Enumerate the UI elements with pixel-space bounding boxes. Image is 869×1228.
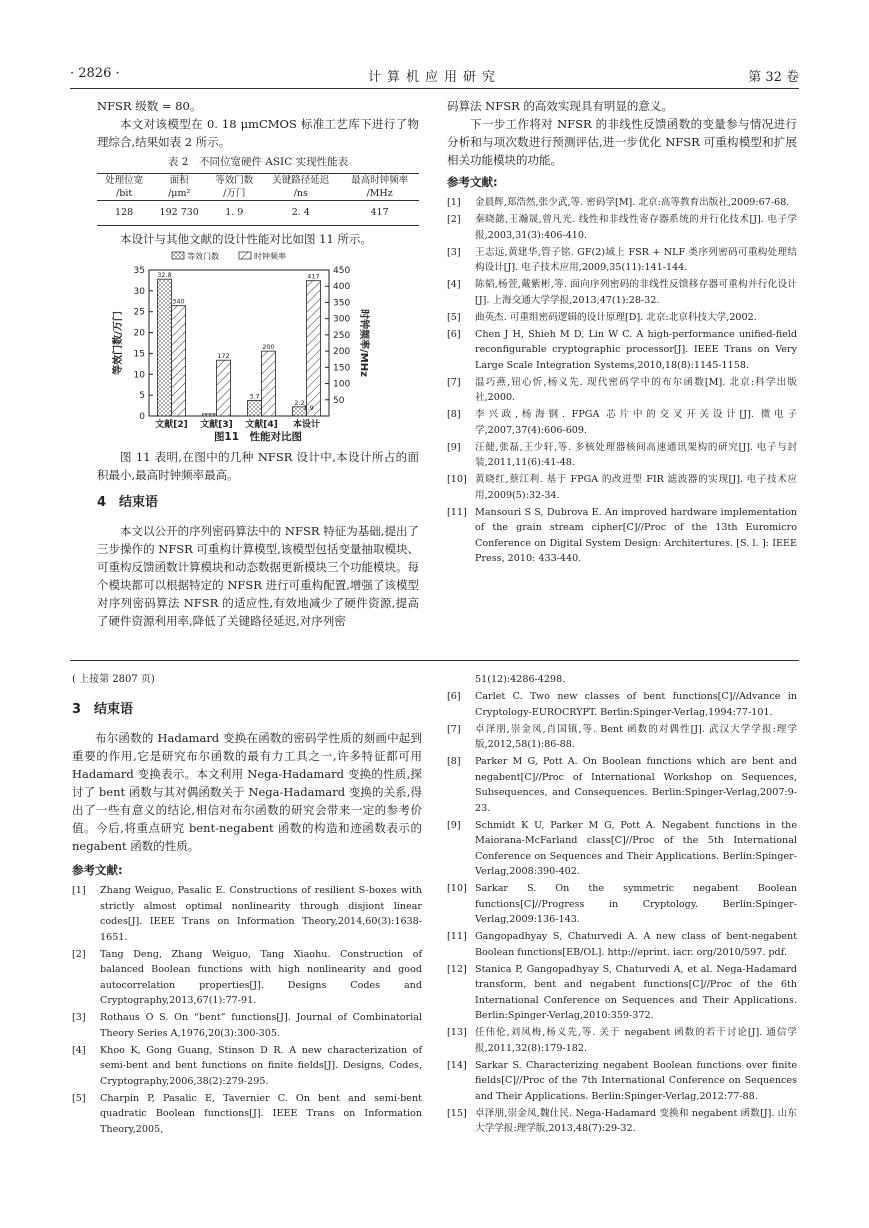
reference-list — [72, 883, 422, 1137]
reference-item — [72, 1043, 422, 1090]
reference-item — [447, 929, 797, 960]
reference-text: Zhang Weiguo, Pasalic E. Constructions of resilient S-boxes with strictly almost optimal nonlinearity through disjiont linear codes[J]. IEEE Trans on Information Theory,2014,60(3):1638-1651. — [100, 885, 422, 943]
left-tick-label: 35 — [133, 266, 145, 276]
right-tick-label: 100 — [333, 379, 351, 390]
reference-item — [72, 947, 422, 1009]
references-heading: 参考文献: — [447, 175, 498, 189]
reference-number: [8] — [447, 756, 461, 767]
bar-value-label: 340 — [172, 297, 185, 306]
reference-text: Khoo K, Gong Guang, Stinson D R. A new characterization of semi-bent and bent functions on finite fields[J]. Designs, Codes, Cryptography,2006,38(2):279-295. — [100, 1044, 422, 1087]
reference-list — [447, 672, 797, 1137]
table-header: 等效门数 /万门 — [215, 175, 254, 199]
section-heading: 4 结束语 — [97, 495, 159, 510]
right-tick-label: 200 — [333, 347, 351, 358]
table-cell: 2. 4 — [291, 207, 310, 218]
reference-number: [4] — [72, 1044, 86, 1056]
bar-frequency — [172, 306, 186, 416]
paragraph: 布尔函数的 Hadamard 变换在函数的密码学性质的刻画中起到重要的作用,它是研究布尔函数的最有力工具之一,许多特征都可用 Hadamard 变换表示。本文利用 Nega-Hadamard 变换的性质,探讨了 bent 函数与其对偶函数关于 Nega-Hadamard 变换的关系,得出了一些有意义的结论,相信对布尔函数的研究会带来一定的参考价值。今后,将重点研究 bent-negabent 函数的构造和迹函数表示的 negabent 函数的性质。 — [72, 731, 422, 853]
legend-swatch — [172, 252, 184, 259]
reference-number: [2] — [72, 948, 86, 960]
reference-text: Tang Deng, Zhang Weiguo, Tang Xiaohu. Construction of balanced Boolean functions with high nonlinearity and good autocorrelation properties[J]. Designs Codes and Cryptography,2013,67(1):77-91. — [100, 948, 422, 1006]
volume-label: 第 32 卷 — [748, 70, 799, 85]
reference-item — [447, 818, 797, 880]
reference-number: [11] — [447, 931, 467, 942]
reference-list — [447, 195, 797, 567]
reference-text: 金晨辉,郑浩然,张少武,等. 密码学[M]. 北京:高等教育出版社,2009:67-68. — [475, 197, 790, 208]
table-row — [97, 201, 419, 226]
reference-text: 黄晓红,蔡江利. 基于 FPGA 的改进型 FIR 滤波器的实现[J]. 电子技术应用,2009(5):32-34. — [475, 474, 797, 501]
reference-item — [447, 505, 797, 567]
paragraph: 码算法 NFSR 的高效实现具有明显的意义。 — [447, 99, 673, 113]
reference-text: Sarkar S. On the symmetric negabent Boolean functions[C]//Progress in Cryptology. Berlin:Spinger-Verlag,2009:136-143. — [475, 883, 797, 925]
bar-value-label: 1.9 — [303, 403, 314, 412]
left-tick-label: 0 — [139, 412, 145, 422]
right-tick-label: 50 — [333, 395, 345, 406]
reference-item — [447, 754, 797, 816]
left-axis-label: 等效门数/万门 — [113, 311, 124, 375]
reference-text: Schmidt K U, Parker M G, Pott A. Negabent functions in the Maiorana-McFarland class[C]//Proc of the 5th International Conference on Sequences and Their Applications. Berlin:Spinger-Verlag,2008:390-402. — [475, 819, 797, 877]
bar-value-label: 2.2 — [294, 398, 305, 407]
left-tick-label: 30 — [133, 286, 145, 297]
figure-caption: 图11 性能对比图 — [213, 431, 303, 443]
reference-item — [447, 407, 797, 438]
bar-frequency — [217, 360, 231, 416]
reference-text: Gangopadhyay S, Chaturvedi A. A new class of bent-negabent Boolean functions[EB/OL]. http://eprint. iacr. org/2010/597. pdf. — [475, 931, 797, 958]
reference-text: 李兴政,杨海钢. FPGA 芯片中的交叉开关设计[J]. 微电子学,2007,37(4):606-609. — [475, 409, 797, 436]
reference-item — [447, 1058, 797, 1105]
reference-number: [6] — [447, 328, 461, 340]
reference-item — [447, 472, 797, 503]
table-cell: 1. 9 — [225, 207, 244, 218]
reference-item — [447, 195, 797, 211]
legend-swatch — [239, 252, 251, 259]
reference-number: [8] — [447, 409, 461, 420]
reference-item — [447, 327, 797, 374]
reference-text: Mansouri S S, Dubrova E. An improved hardware implementation of the grain stream cipher[C]//Proc of the 13th Euromicro Conference on Digital System Design: Architertures. [S. l. ]: IEEE Press, 2010: 433-440. — [475, 506, 797, 564]
reference-text: 卓泽朋,崇金凤,魏仕民. Nega-Hadamard 变换和 negabent 函数[J]. 山东大学学报:理学版,2013,48(7):29-32. — [475, 1107, 797, 1134]
bar-gates — [158, 279, 172, 416]
running-header — [70, 66, 799, 86]
bar-value-label: 32.8 — [157, 271, 172, 280]
category-label: 文献[4] — [245, 420, 278, 428]
table-header: 最高时钟频率 /MHz — [351, 175, 409, 199]
reference-item — [72, 1091, 422, 1138]
reference-item — [447, 689, 797, 720]
header-rule — [70, 88, 799, 89]
reference-text: 王志远,黄建华,管子铭. GF(2)域上 FSR + NLF 类序列密码可重构处理结构设计[J]. 电子技术应用,2009,35(11):141-144. — [475, 246, 797, 273]
reference-text: 汪健,张磊,王少轩,等. 多核处理器核间高速通讯架构的研究[J]. 电子与封装,2011,11(6):41-48. — [475, 441, 797, 468]
reference-text: Stanica P, Gangopadhyay S, Chaturvedi A, et al. Nega-Hadamard transform, bent and negabent functions[C]//Proc of the 6th International Conference on Sequences and Their Applications. Berlin:Spinger-Verlag,2010:359-372. — [475, 963, 797, 1021]
left-tick-label: 25 — [133, 307, 145, 318]
reference-number: [3] — [72, 1012, 86, 1023]
reference-number: [2] — [447, 214, 461, 225]
reference-text: 曲英杰. 可重组密码逻辑的设计原理[D]. 北京:北京科技大学,2002. — [475, 311, 757, 323]
reference-item — [447, 881, 797, 928]
reference-number: [11] — [447, 506, 467, 518]
reference-number: [4] — [447, 279, 461, 290]
reference-item — [447, 277, 797, 308]
table-cell: 192 730 — [159, 207, 199, 218]
paragraph: 本文对该模型在 0. 18 μmCMOS 标准工艺库下进行了物理综合,结果如表 2 所示。 — [97, 117, 419, 149]
reference-text: Chen J H, Shieh M D, Lin W C. A high-performance unified-field reconfigurable cryptographic processor[J]. IEEE Trans on Very Large Scale Integration Systems,2010,18(8):1145-1158. — [475, 328, 797, 371]
left-tick-label: 20 — [133, 328, 145, 339]
performance-table — [97, 173, 419, 226]
page-number: · 2826 · — [70, 66, 120, 81]
bar-value-label: 417 — [307, 272, 320, 281]
right-tick-label: 250 — [333, 330, 351, 341]
reference-item — [72, 1010, 422, 1041]
reference-text: Carlet C. Two new classes of bent functions[C]//Advance in Cryptology-EUROCRYPT. Berlin:Spinger-Verlag,1994:77-101. — [475, 691, 797, 718]
upper-left-column — [97, 97, 419, 630]
reference-number: [13] — [447, 1027, 467, 1038]
reference-text: 任伟伦,刘凤梅,杨义先,等. 关于 negabent 函数的若干讨论[J]. 通信学报,2011,32(8):179-182. — [475, 1027, 797, 1054]
reference-number: [1] — [447, 197, 461, 208]
paragraph: NFSR 级数 = 80。 — [97, 99, 202, 113]
continuation-note: ( 上接第 2807 页) — [72, 674, 155, 685]
reference-number: [9] — [447, 819, 461, 831]
right-tick-label: 400 — [333, 282, 351, 293]
reference-number: [7] — [447, 376, 461, 388]
bar-frequency — [262, 351, 276, 416]
reference-number: [5] — [447, 311, 461, 323]
left-tick-label: 10 — [133, 370, 145, 381]
right-tick-label: 450 — [333, 266, 351, 276]
left-tick-label: 15 — [133, 349, 145, 360]
reference-number: [1] — [72, 885, 86, 896]
bar-value-label: 172 — [217, 352, 230, 361]
reference-item — [447, 962, 797, 1024]
table-cell: 128 — [115, 207, 134, 218]
lower-left-column — [72, 672, 422, 1139]
left-tick-label: 5 — [139, 391, 145, 402]
right-axis-label: 时钟频率/MHz — [358, 309, 369, 377]
reference-number: [10] — [447, 474, 467, 485]
reference-item — [447, 672, 797, 688]
reference-number — [447, 672, 475, 688]
article-divider — [70, 660, 799, 661]
paragraph: 本文以公开的序列密码算法中的 NFSR 特征为基础,提出了三步操作的 NFSR 可重构计算模型,该模型包括变量抽取模块、可重构反馈函数计算模块和动态数据更新模块三个功能模块。每个模块都可以根据特定的 NFSR 进行可重构配置,增强了该模型对序列密码算法 NFSR 的适应性,有效地减少了硬件资源,提高了硬件资源利用率,降低了关键路径延迟,对序列密 — [97, 524, 419, 628]
reference-item — [72, 883, 422, 945]
table-header: 处理位宽 /bit — [105, 175, 144, 199]
reference-item — [447, 1106, 797, 1137]
reference-item — [447, 722, 797, 753]
performance-chart — [97, 250, 419, 428]
reference-number: [7] — [447, 723, 461, 735]
reference-text: 陈韬,杨萱,戴紫彬,等. 面向序列密码的非线性反馈移存器可重构并行化设计[J]. 上海交通大学学报,2013,47(1):28-32. — [475, 279, 797, 306]
bar-gates — [248, 401, 262, 416]
journal-title: 计算机应用研究 — [367, 70, 501, 85]
right-tick-label: 300 — [333, 314, 351, 325]
paragraph: 图 11 表明,在图中的几种 NFSR 设计中,本设计所占的面积最小,最高时钟频率最高。 — [97, 450, 419, 482]
reference-item — [447, 310, 797, 326]
category-label: 文献[3] — [200, 420, 233, 428]
reference-number: [12] — [447, 963, 467, 975]
legend-label: 等效门数 — [187, 252, 219, 261]
right-tick-label: 150 — [333, 363, 351, 374]
references-heading: 参考文献: — [72, 863, 123, 877]
table-cell: 417 — [370, 207, 389, 218]
legend-label: 时钟频率 — [254, 252, 286, 261]
upper-right-column — [447, 97, 797, 568]
reference-number: [9] — [447, 441, 461, 453]
reference-text: Charpin P, Pasalic E, Tavernier C. On bent and semi-bent quadratic Boolean functions[J]. IEEE Trans on Information Theory,2005, — [100, 1092, 422, 1135]
reference-number: [3] — [447, 246, 461, 258]
table-caption: 表 2 不同位宽硬件 ASIC 实现性能表 — [167, 156, 349, 168]
reference-number: [14] — [447, 1059, 467, 1071]
reference-number: [15] — [447, 1107, 467, 1119]
bar-value-label: 3.7 — [249, 392, 260, 401]
reference-item — [447, 245, 797, 276]
reference-number: [6] — [447, 691, 461, 702]
reference-text: 温巧燕,钮心忻,杨义先. 现代密码学中的布尔函数[M]. 北京:科学出版社,2000. — [475, 376, 797, 403]
reference-text: Sarkar S. Characterizing negabent Boolean functions over finite fields[C]//Proc of the 7th International Conference on Sequences and Their Applications. Berlin:Spinger-Verlag,2012:77-88. — [475, 1059, 797, 1102]
reference-text: Rothaus O S. On “bent” functions[J]. Journal of Combinatorial Theory Series A,1976,20(3):300-305. — [100, 1012, 422, 1039]
section-heading: 3 结束语 — [72, 702, 134, 717]
paragraph: 本设计与其他文献的设计性能对比如图 11 所示。 — [120, 232, 372, 246]
reference-text: 卓泽朋,崇金凤,肖国镇,等. Bent 函数的对偶性[J]. 武汉大学学报:理学版,2012,58(1):86-88. — [475, 723, 797, 750]
paragraph: 下一步工作将对 NFSR 的非线性反馈函数的变量参与情况进行分析和与项次数进行预测评估,进一步优化 NFSR 可重构模型和扩展相关功能模块的功能。 — [447, 117, 797, 167]
bar-gates — [203, 414, 217, 416]
reference-item — [447, 212, 797, 243]
reference-number: [5] — [72, 1092, 86, 1104]
category-label: 本设计 — [292, 420, 321, 428]
lower-right-column — [447, 672, 797, 1138]
reference-item — [447, 440, 797, 471]
reference-number: [10] — [447, 883, 467, 894]
reference-text: Parker M G, Pott A. On Boolean functions which are bent and negabent[C]//Proc of International Workshop on Sequences, Subsequences, and Consequences. Berlin:Spinger-Verlag,2007:9-23. — [475, 756, 797, 814]
reference-text: 51(12):4286-4298. — [475, 674, 566, 685]
bar-value-label: 200 — [262, 343, 275, 352]
reference-item — [447, 375, 797, 406]
reference-text: 秦晓懿,王瀚晟,曾凡光. 线性和非线性寄存器系统的并行化技术[J]. 电子学报,2003,31(3):406-410. — [475, 214, 797, 241]
table-header: 面积 /μm² — [168, 175, 191, 199]
category-label: 文献[2] — [155, 420, 188, 428]
reference-item — [447, 1025, 797, 1056]
bar-frequency — [307, 281, 321, 416]
right-tick-label: 350 — [333, 298, 351, 309]
table-header: 关键路径延迟 /ns — [272, 175, 330, 199]
